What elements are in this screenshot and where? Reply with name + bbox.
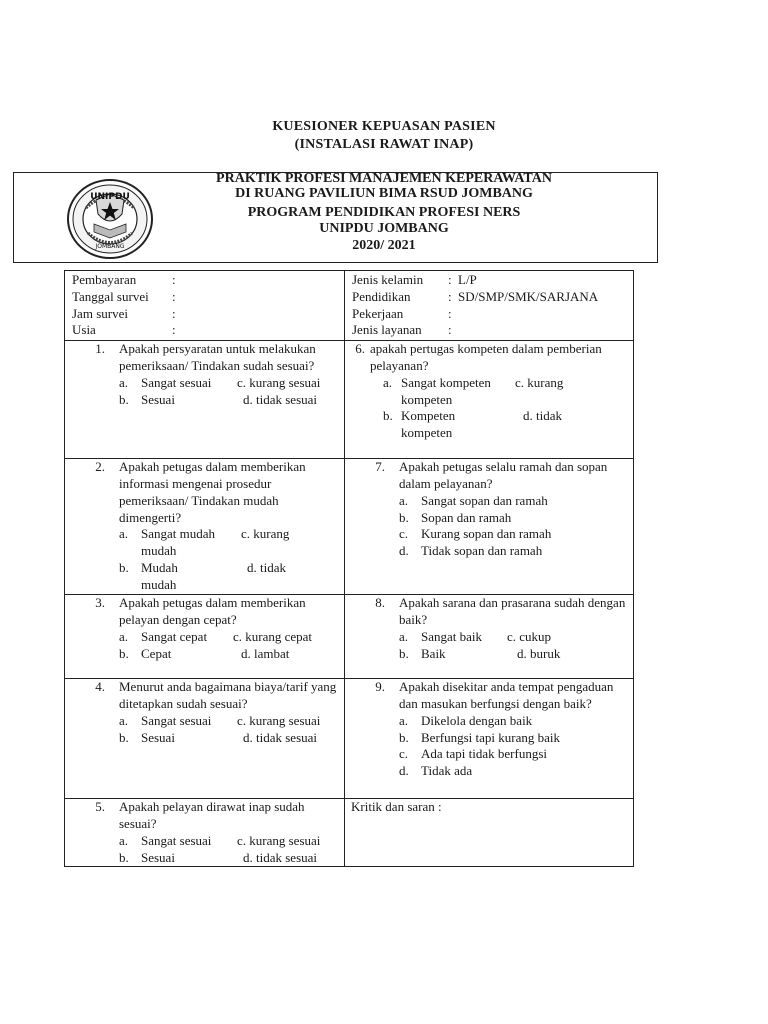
question-5-text: Apakah pelayan dirawat inap sudah sesuai? — [119, 799, 305, 831]
question-6: 6. apakah pertugas kompeten dalam pemberian pelayanan? a. Sangat kompeten c. kurang kompeten b. Kompeten d. tidak kompeten — [345, 341, 629, 442]
field-jenis-layanan[interactable]: Jenis layanan : — [352, 322, 452, 338]
questionnaire-table — [64, 270, 634, 867]
title-line-1: KUESIONER KEPUASAN PASIEN — [272, 119, 496, 134]
q9-option-b[interactable]: b. Berfungsi tapi kurang baik — [399, 729, 560, 745]
question-7-text: Apakah petugas selalu ramah dan sopan dalam pelayanan? — [399, 459, 608, 491]
field-jam-survei[interactable]: Jam survei : — [72, 305, 176, 321]
logo-text: UNIPDU — [90, 192, 130, 202]
field-tanggal-survei[interactable]: Tanggal survei : — [72, 288, 176, 304]
q2-option-a[interactable]: a. Sangat mudah c. kurang — [119, 526, 290, 542]
header-line-5: 2020/ 2021 — [352, 238, 416, 253]
q7-option-d[interactable]: d. Tidak sopan dan ramah — [399, 543, 543, 559]
field-usia[interactable]: Usia : — [72, 322, 176, 338]
question-row-5 — [65, 799, 634, 867]
question-4-text: Menurut anda bagaimana biaya/tarif yang ditetapkan sudah sesuai? — [119, 679, 337, 711]
unipdu-logo-icon — [66, 178, 154, 260]
question-1-text: Apakah persyaratan untuk melakukan pemeriksaan/ Tindakan sudah sesuai? — [119, 341, 316, 373]
q9-option-d[interactable]: d. Tidak ada — [399, 763, 473, 779]
question-9: 9. Apakah disekitar anda tempat pengaduan dan masukan berfungsi dengan baik? a. Dikelola dengan baik b. Berfungsi tapi kurang baik c. Ada tapi tidak berfungsi d. Tidak ada — [345, 679, 629, 780]
q5-option-a[interactable]: a. Sangat sesuai c. kurang sesuai — [119, 832, 321, 848]
header-line-1: PRAKTIK PROFESI MANAJEMEN KEPERAWATAN — [216, 171, 552, 186]
question-3-text: Apakah petugas dalam memberikan pelayan dengan cepat? — [119, 595, 306, 627]
q6-option-a[interactable]: a. Sangat kompeten c. kurang — [383, 374, 564, 390]
field-pendidikan[interactable]: Pendidikan : SD/SMP/SMK/SARJANA — [352, 288, 599, 304]
logo-ring-bottom: JOMBANG — [95, 243, 125, 250]
question-row-4 — [65, 679, 634, 799]
q6-option-b[interactable]: b. Kompeten d. tidak — [383, 408, 562, 424]
q3-option-a[interactable]: a. Sangat cepat c. kurang cepat — [119, 628, 313, 644]
q1-option-b[interactable]: b. Sesuai d. tidak sesuai — [119, 391, 318, 407]
question-8-text: Apakah sarana dan prasarana sudah dengan baik? — [399, 595, 626, 627]
q5-option-b[interactable]: b. Sesuai d. tidak sesuai — [119, 849, 318, 865]
q8-option-b[interactable]: b. Baik d. buruk — [399, 645, 561, 661]
question-row-2 — [65, 459, 634, 595]
header-line-3: PROGRAM PENDIDIKAN PROFESI NERS — [247, 205, 521, 220]
question-row-1 — [65, 341, 634, 459]
question-9-text: Apakah disekitar anda tempat pengaduan dan masukan berfungsi dengan baik? — [399, 679, 614, 711]
q8-option-a[interactable]: a. Sangat baik c. cukup — [399, 628, 552, 644]
question-6-text: apakah pertugas kompeten dalam pemberian pelayanan? — [370, 341, 602, 373]
question-7: 7. Apakah petugas selalu ramah dan sopan dalam pelayanan? a. Sangat sopan dan ramah b. Sopan dan ramah c. Kurang sopan dan ramah d. Tidak sopan dan ramah — [345, 459, 629, 560]
q7-option-b[interactable]: b. Sopan dan ramah — [399, 509, 512, 525]
q2-option-b[interactable]: b. Mudah d. tidak — [119, 559, 286, 575]
kritik-saran-label: Kritik dan saran : — [351, 799, 442, 815]
field-pekerjaan[interactable]: Pekerjaan : — [352, 305, 452, 321]
title-line-2: (INSTALASI RAWAT INAP) — [294, 137, 474, 152]
respondent-info-right — [345, 271, 634, 341]
q9-option-a[interactable]: a. Dikelola dengan baik — [399, 712, 533, 728]
question-5: 5. Apakah pelayan dirawat inap sudah sesuai? a. Sangat sesuai c. kurang sesuai b. Sesuai d. tidak sesuai — [65, 799, 340, 866]
question-2: 2. Apakah petugas dalam memberikan informasi mengenai prosedur pemeriksaan/ Tindakan mudah dimengerti? a. Sangat mudah c. kurang mudah b. Mudah d. tidak mudah — [65, 459, 340, 593]
respondent-info-left — [65, 271, 345, 341]
header-line-2: DI RUANG PAVILIUN BIMA RSUD JOMBANG — [235, 186, 533, 201]
question-8: 8. Apakah sarana dan prasarana sudah dengan baik? a. Sangat baik c. cukup b. Baik d. buruk — [345, 595, 629, 662]
header-line-4: UNIPDU JOMBANG — [319, 221, 449, 236]
q7-option-a[interactable]: a. Sangat sopan dan ramah — [399, 492, 548, 508]
field-jenis-kelamin[interactable]: Jenis kelamin : L/P — [352, 272, 477, 287]
respondent-info-row — [65, 271, 634, 341]
field-pembayaran[interactable]: Pembayaran : — [72, 272, 176, 287]
q7-option-c[interactable]: c. Kurang sopan dan ramah — [399, 526, 552, 542]
q3-option-b[interactable]: b. Cepat d. lambat — [119, 645, 290, 661]
question-1: 1. Apakah persyaratan untuk melakukan pemeriksaan/ Tindakan sudah sesuai? a. Sangat sesuai c. kurang sesuai b. Sesuai d. tidak sesuai — [65, 341, 340, 408]
question-4: 4. Menurut anda bagaimana biaya/tarif yang ditetapkan sudah sesuai? a. Sangat sesuai c. kurang sesuai b. Sesuai d. tidak sesuai — [65, 679, 340, 746]
question-3: 3. Apakah petugas dalam memberikan pelayan dengan cepat? a. Sangat cepat c. kurang cepat b. Cepat d. lambat — [65, 595, 340, 662]
kritik-saran-field[interactable] — [345, 799, 634, 867]
question-2-text: Apakah petugas dalam memberikan informasi mengenai prosedur pemeriksaan/ Tindakan mudah dimengerti? — [119, 459, 306, 525]
question-row-3 — [65, 595, 634, 679]
q4-option-a[interactable]: a. Sangat sesuai c. kurang sesuai — [119, 712, 321, 728]
q4-option-b[interactable]: b. Sesuai d. tidak sesuai — [119, 729, 318, 745]
header-box — [13, 172, 658, 263]
q9-option-c[interactable]: c. Ada tapi tidak berfungsi — [399, 746, 547, 762]
q1-option-a[interactable]: a. Sangat sesuai c. kurang sesuai — [119, 374, 321, 390]
